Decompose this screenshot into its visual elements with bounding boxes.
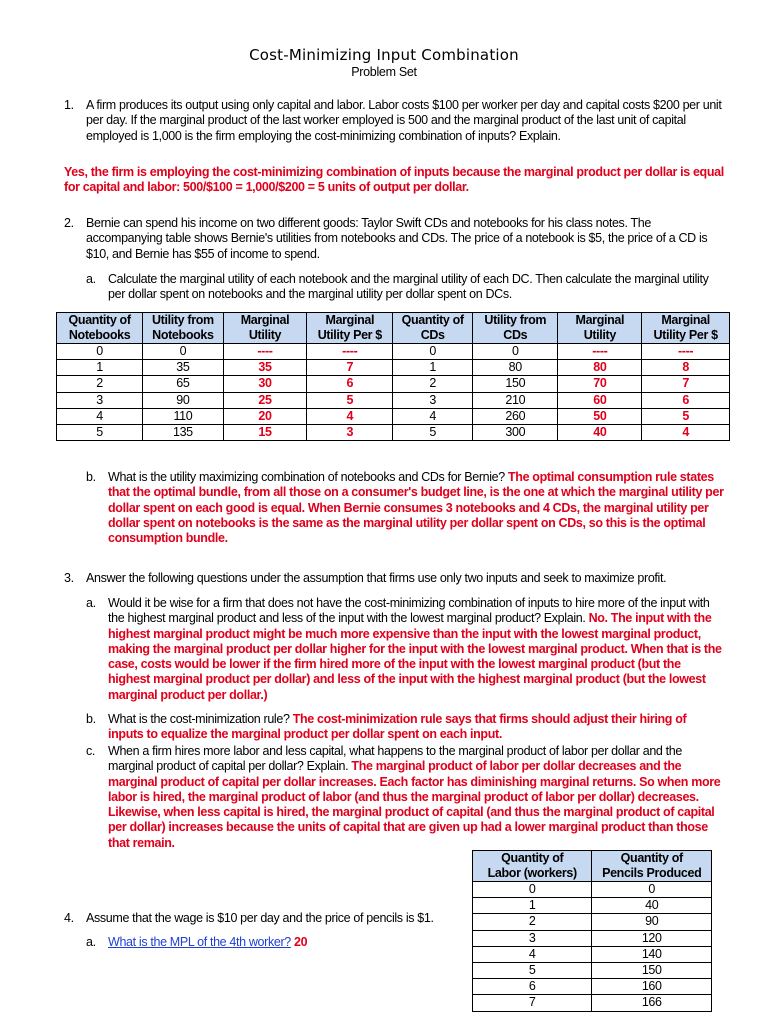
pencil-table-cell: 120 xyxy=(592,930,712,946)
utility-table-cell: 40 xyxy=(558,425,642,441)
pencil-table-row xyxy=(473,979,712,995)
q3b-answer: The cost-minimization rule says that firms should adjust their hiring of inputs to equalize the marginal product per dollar spent on each input. xyxy=(108,712,687,742)
utility-table-cell: 150 xyxy=(473,376,558,392)
utility-table-cell: 2 xyxy=(393,376,473,392)
utility-table-cell: 110 xyxy=(143,408,223,424)
utility-table xyxy=(56,312,730,441)
q4a-label: a. xyxy=(86,935,96,949)
utility-table-cell: 5 xyxy=(642,408,730,424)
utility-table-cell: 90 xyxy=(143,392,223,408)
q3c-label: c. xyxy=(86,744,96,758)
utility-table-cell: 3 xyxy=(307,425,393,441)
utility-table-cell: 35 xyxy=(223,360,307,376)
utility-table-cell: 80 xyxy=(558,360,642,376)
pencil-table-row xyxy=(473,930,712,946)
q3-number: 3. xyxy=(64,571,74,585)
pencil-table-cell: 7 xyxy=(473,995,592,1011)
q3c-answer: The marginal product of labor per dollar decreases and the marginal product of capital per dollar increases. Each factor has diminishing marginal returns. So when more labor is hired, the marginal product of labor (and thus the marginal product of labor per dollar) decreases. Likewise, when less capital is hired, the marginal product of capital (and thus the marginal product of capital per dollar) increases because the units of capital that are given up had a lower marginal product than those that remain. xyxy=(108,759,721,850)
q4-number: 4. xyxy=(64,911,74,925)
utility-table-cell: ---- xyxy=(223,344,307,360)
utility-table-cell: 135 xyxy=(143,425,223,441)
utility-table-cell: 35 xyxy=(143,360,223,376)
q2b-text: What is the utility maximizing combination of notebooks and CDs for Bernie? xyxy=(108,470,505,484)
pencil-table-cell: 6 xyxy=(473,979,592,995)
pencil-table-header-text: Quantity of xyxy=(620,851,683,865)
q2b-block xyxy=(108,470,728,546)
utility-table-header-text: Utility xyxy=(583,328,616,342)
document-title: Cost-Minimizing Input Combination xyxy=(249,46,519,64)
pencil-table-row xyxy=(473,995,712,1011)
q3c-block xyxy=(108,744,722,851)
q4a-answer: 20 xyxy=(294,935,308,949)
utility-table-header-text: Quantity of xyxy=(401,313,464,327)
q3a-text: Would it be wise for a firm that does not have the cost-minimizing combination of inputs to hire more of the input with the highest marginal product and less of the input with the lowest marginal product? Explain. xyxy=(108,596,710,626)
utility-table-header-text: Utility from xyxy=(151,313,214,327)
utility-table-row xyxy=(57,425,730,441)
utility-table-cell: 80 xyxy=(473,360,558,376)
utility-table-cell: 8 xyxy=(642,360,730,376)
utility-table-cell: 20 xyxy=(223,408,307,424)
utility-table-header-cell xyxy=(143,313,223,344)
q2-text: Bernie can spend his income on two different goods: Taylor Swift CDs and notebooks for his class notes. The accompanying table shows Bernie's utilities from notebooks and CDs. The price of a notebook is $5, the price of a CD is $10, and Bernie has $55 of income to spend. xyxy=(86,216,708,261)
utility-table-cell: 1 xyxy=(57,360,143,376)
utility-table-header-cell xyxy=(473,313,558,344)
q2b-answer: The optimal consumption rule states that the optimal bundle, from all those on a consumer's budget line, is the one at which the marginal utility per dollar spent on each good is equal. When Bernie consumes 3 notebooks and 4 CDs, the marginal utility per dollar spent on notebooks is the same as the marginal utility per dollar spent on CDs, so this is the optimal consumption bundle. xyxy=(108,470,724,546)
pencil-table-row xyxy=(473,882,712,898)
pencil-table-cell: 1 xyxy=(473,898,592,914)
utility-table-cell: 5 xyxy=(57,425,143,441)
pencil-table-cell: 3 xyxy=(473,930,592,946)
pencil-table-body xyxy=(473,882,712,1012)
utility-table-cell: 50 xyxy=(558,408,642,424)
utility-table-header-text: Utility Per $ xyxy=(653,328,718,342)
q3b-label: b. xyxy=(86,712,96,726)
q4-text: Assume that the wage is $10 per day and the price of pencils is $1. xyxy=(86,911,434,925)
pencil-table-row xyxy=(473,914,712,930)
utility-table-cell: 7 xyxy=(307,360,393,376)
pencil-table-row xyxy=(473,946,712,962)
pencil-table-cell: 166 xyxy=(592,995,712,1011)
q3a-block xyxy=(108,596,722,703)
utility-table-cell: 4 xyxy=(307,408,393,424)
utility-table-header-text: Marginal xyxy=(325,313,375,327)
utility-table-header-cell xyxy=(642,313,730,344)
utility-table-header-text: Marginal xyxy=(575,313,625,327)
q3b-text: What is the cost-minimization rule? xyxy=(108,712,290,726)
utility-table-cell: 65 xyxy=(143,376,223,392)
pencil-table-cell: 0 xyxy=(473,882,592,898)
utility-table-cell: 70 xyxy=(558,376,642,392)
utility-table-cell: 25 xyxy=(223,392,307,408)
pencil-table-header-cell xyxy=(592,851,712,882)
utility-table-cell: ---- xyxy=(642,344,730,360)
utility-table-cell: 0 xyxy=(393,344,473,360)
pencil-table-header-text: Pencils Produced xyxy=(602,866,702,880)
pencil-table-cell: 150 xyxy=(592,963,712,979)
utility-table-header-cell xyxy=(558,313,642,344)
utility-table-cell: 2 xyxy=(57,376,143,392)
utility-table-cell: 0 xyxy=(57,344,143,360)
utility-table-header-text: Notebooks xyxy=(68,328,131,342)
utility-table-cell: 4 xyxy=(57,408,143,424)
utility-table-header-text: Utility xyxy=(248,328,282,342)
utility-table-header-text: CDs xyxy=(420,328,445,342)
utility-table-cell: ---- xyxy=(307,344,393,360)
utility-table-cell: 0 xyxy=(473,344,558,360)
utility-table-header-cell xyxy=(223,313,307,344)
q2b-label: b. xyxy=(86,470,96,484)
utility-table-header-text: Quantity of xyxy=(68,313,131,327)
pencil-table-header-row xyxy=(473,851,712,882)
utility-table-header-cell xyxy=(307,313,393,344)
utility-table-row xyxy=(57,360,730,376)
utility-table-cell: ---- xyxy=(558,344,642,360)
utility-table-header-row xyxy=(57,313,730,344)
pencil-table-cell: 4 xyxy=(473,946,592,962)
utility-table-row xyxy=(57,376,730,392)
utility-table-cell: 60 xyxy=(558,392,642,408)
utility-table-cell: 6 xyxy=(642,392,730,408)
pencil-table-cell: 40 xyxy=(592,898,712,914)
utility-table-cell: 7 xyxy=(642,376,730,392)
utility-table-cell: 15 xyxy=(223,425,307,441)
utility-table-header-cell xyxy=(393,313,473,344)
pencil-table-cell: 140 xyxy=(592,946,712,962)
utility-table-header-text: Notebooks xyxy=(152,328,214,342)
utility-table-header-cell xyxy=(57,313,143,344)
q2a-label: a. xyxy=(86,272,96,286)
q3a-answer: No. The input with the highest marginal product might be much more expensive than the input with the lowest marginal product, making the marginal product per dollar higher for the input with the lowest marginal product. When that is the case, costs would be lower if the firm hired more of the input with the lowest marginal product (but the highest marginal product per dollar) and less of the input with the highest marginal product (but the lowest marginal product per dollar.) xyxy=(108,611,722,702)
utility-table-header-text: Utility Per $ xyxy=(317,328,382,342)
document-subtitle: Problem Set xyxy=(351,65,417,79)
q3a-label: a. xyxy=(86,596,96,610)
q1-number: 1. xyxy=(64,98,74,112)
utility-table-header-text: Marginal xyxy=(240,313,290,327)
utility-table-cell: 260 xyxy=(473,408,558,424)
utility-table-cell: 5 xyxy=(393,425,473,441)
utility-table-body xyxy=(57,344,730,441)
pencil-table-cell: 0 xyxy=(592,882,712,898)
pencil-production-table xyxy=(472,850,712,1012)
utility-table-cell: 1 xyxy=(393,360,473,376)
q3c-text: When a firm hires more labor and less capital, what happens to the marginal product of labor per dollar and the marginal product of capital per dollar? Explain. xyxy=(108,744,682,774)
pencil-table-header-text: Labor (workers) xyxy=(487,866,577,880)
utility-table-row xyxy=(57,344,730,360)
q2a-text: Calculate the marginal utility of each notebook and the marginal utility of each DC. Then calculate the marginal utility per dollar spent on notebooks and the marginal utility per dollar spent on DCs. xyxy=(108,272,709,302)
q3-text: Answer the following questions under the assumption that firms use only two inputs and seek to maximize profit. xyxy=(86,571,667,585)
q1-text: A firm produces its output using only capital and labor. Labor costs $100 per worker per day and capital costs $200 per unit per day. If the marginal product of the last worker employed is 500 and the marginal product of the last unit of capital employed is 1,000 is the firm employing the cost-minimizing combination of inputs? Explain. xyxy=(86,98,722,143)
utility-table-header-text: Utility from xyxy=(484,313,547,327)
utility-table-row xyxy=(57,392,730,408)
q2-number: 2. xyxy=(64,216,74,230)
pencil-table-row xyxy=(473,898,712,914)
utility-table-header-text: Marginal xyxy=(661,313,710,327)
utility-table-cell: 3 xyxy=(57,392,143,408)
pencil-table-row xyxy=(473,963,712,979)
utility-table-cell: 3 xyxy=(393,392,473,408)
utility-table-cell: 0 xyxy=(143,344,223,360)
q1-answer: Yes, the firm is employing the cost-minimizing combination of inputs because the marginal product per dollar is equal for capital and labor: 500/$100 = 1,000/$200 = 5 units of output per dollar. xyxy=(64,165,724,195)
utility-table-cell: 4 xyxy=(642,425,730,441)
q4a-link[interactable]: What is the MPL of the 4th worker? xyxy=(108,935,291,949)
utility-table-cell: 300 xyxy=(473,425,558,441)
pencil-table-header-cell xyxy=(473,851,592,882)
q4a-block xyxy=(108,935,458,950)
utility-table-cell: 30 xyxy=(223,376,307,392)
pencil-table-cell: 90 xyxy=(592,914,712,930)
utility-table-cell: 6 xyxy=(307,376,393,392)
q3b-block xyxy=(108,712,722,743)
pencil-table-cell: 5 xyxy=(473,963,592,979)
utility-table-cell: 5 xyxy=(307,392,393,408)
utility-table-cell: 210 xyxy=(473,392,558,408)
utility-table-row xyxy=(57,408,730,424)
utility-table-cell: 4 xyxy=(393,408,473,424)
utility-table-header-text: CDs xyxy=(503,328,528,342)
pencil-table-header-text: Quantity of xyxy=(501,851,564,865)
pencil-table-cell: 2 xyxy=(473,914,592,930)
pencil-table-cell: 160 xyxy=(592,979,712,995)
